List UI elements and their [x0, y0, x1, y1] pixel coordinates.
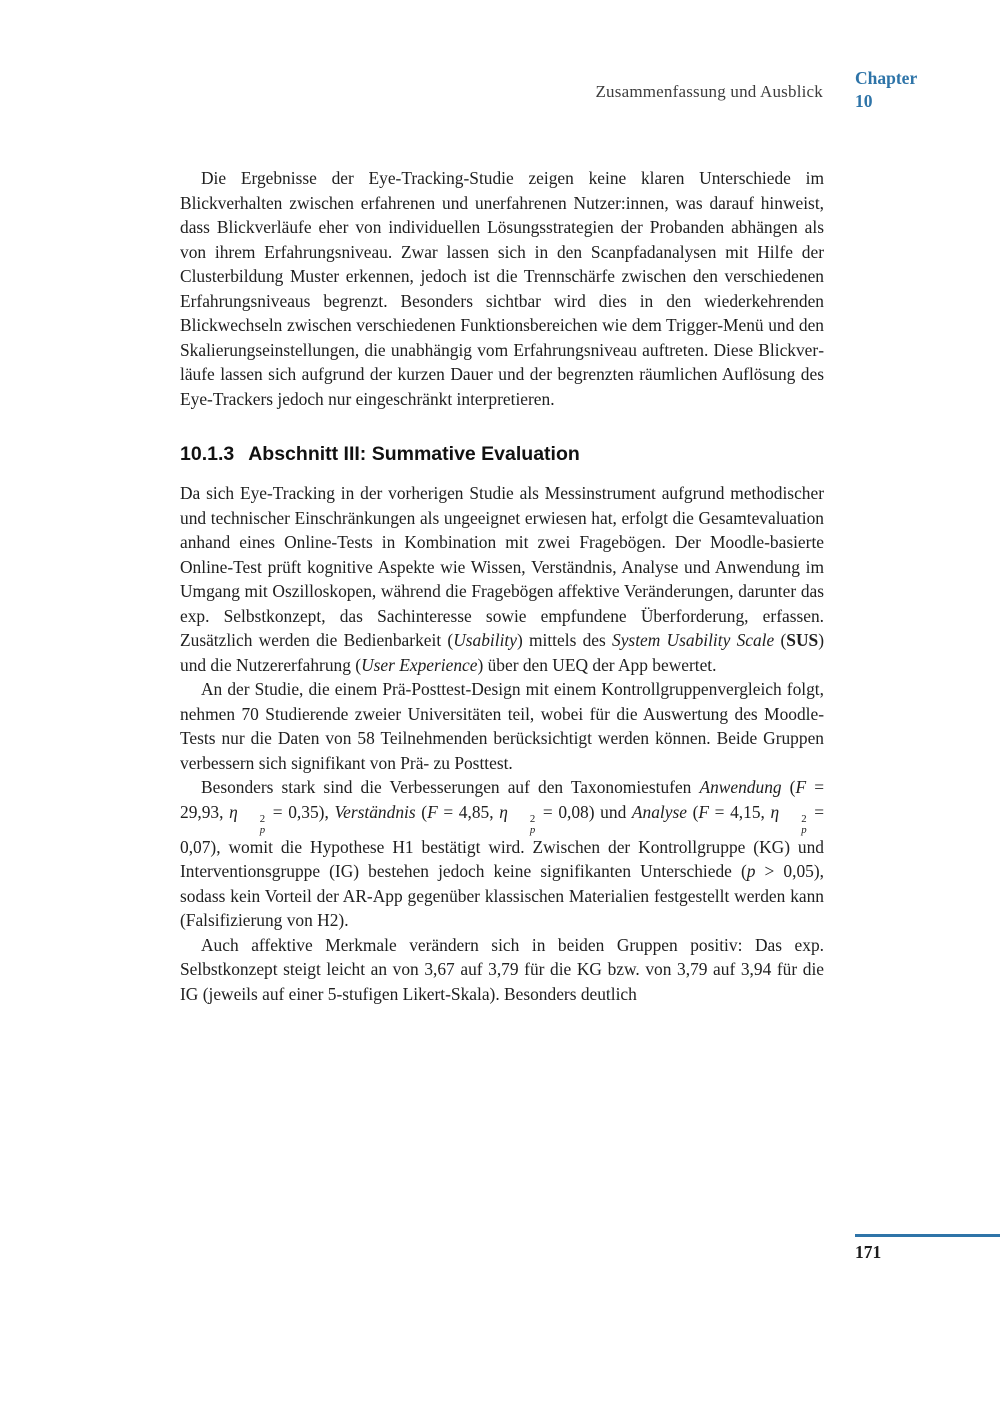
chapter-marker	[855, 67, 917, 113]
body-paragraph: Da sich Eye-Tracking in der vorherigen Studie als Messinstrument aufgrund methodischer und technischer Einschränkungen als ungeeignet erwiesen hat, erfolgt die Gesamtevaluation anhand eines Online-Tests in Kombination mit zwei Fragebögen. Der Moodle-basierte Online-Test prüft kognitive Aspekte wie Wissen, Verständnis, Analyse und Anwendung im Umgang mit Oszilloskopen, während die Fragebögen affektive Veränderungen, darunter das exp. Selbstkonzept, das Sachinteresse sowie empfundene Überforderung, erfassen. Zusätzlich werden die Bedienbarkeit (Usability) mittels des System Usability Scale (SUS) und die Nutzererfahrung (User Experience) über den UEQ der App bewertet.	[180, 483, 824, 675]
chapter-label: Chapter	[855, 68, 918, 88]
page-number: 171	[855, 1242, 882, 1262]
chapter-number: 10	[855, 91, 873, 111]
body-paragraph: An der Studie, die einem Prä-Posttest-Design mit einem Kontrollgruppenvergleich folgt, nehmen 70 Studierende zweier Universitäten teil, wobei für die Auswertung des Moodle-Tests nur die Daten von 58 Teilnehmenden berücksichtigt werden können. Beide Gruppen verbessern sich signifikant von Prä- zu Posttest.	[180, 679, 824, 773]
section-number: 10.1.3	[180, 443, 235, 465]
text-column	[180, 166, 824, 1006]
body-paragraph: Die Ergebnisse der Eye-Tracking-Studie zeigen keine klaren Unterschiede im Blickverhalten zwischen erfahrenen und unerfahrenen Nutzer:innen, was darauf hinweist, dass Blickverläufe eher von individuellen Lösungsstrategien der Probanden abhängen als von ihrem Erfahrungsniveau. Zwar lassen sich in den Scanpfadanalysen mit Hilfe der Clusterbildung Muster erkennen, jedoch ist die Trennschärfe zwischen den verschiedenen Erfahrungsniveaus begrenzt. Besonders sichtbar wird dies in den wiederkehrenden Blickwechseln zwischen verschiedenen Funktionsbereichen wie dem Trigger-Menü und den Skalierungseinstellungen, die unabhängig vom Erfahrungsniveau auftreten. Diese Blickverläufe lassen sich aufgrund der kurzen Dauer und der begrenzten räumlichen Auflösung des Eye-Trackers jedoch nur eingeschränkt interpretieren.	[180, 168, 824, 409]
footer-rule	[855, 1234, 1000, 1237]
body-paragraph: Besonders stark sind die Verbesserungen auf den Taxonomiestufen Anwendung (F = 29,93, η 2 p = 0,35), Verständnis (F = 4,85, η 2 p = 0,08) und Analyse (F = 4,15, η 2 p = 0,07), womit die Hypothese H1 bestätigt wird. Zwischen der Kontrollgruppe (KG) und Interventionsgruppe (IG) bestehen jedoch keine signifikanten Unterschiede (p > 0,05), sodass kein Vorteil der AR-App gegenüber klassischen Materialien festgestellt werden kann (Falsifizierung von H2).	[180, 777, 825, 931]
section-title: Abschnitt III: Summative Evaluation	[248, 443, 580, 465]
body-paragraph: Auch affektive Merkmale verändern sich in beiden Gruppen positiv: Das exp. Selbstkonzept steigt leicht an von 3,67 auf 3,79 für die KG bzw. von 3,79 auf 3,94 für die IG (jeweils auf einer 5-stufigen Likert-Skala). Besonders deutlich	[180, 934, 824, 1004]
running-header-title: Zusammenfassung und Ausblick	[595, 82, 823, 101]
section-heading	[180, 442, 824, 466]
